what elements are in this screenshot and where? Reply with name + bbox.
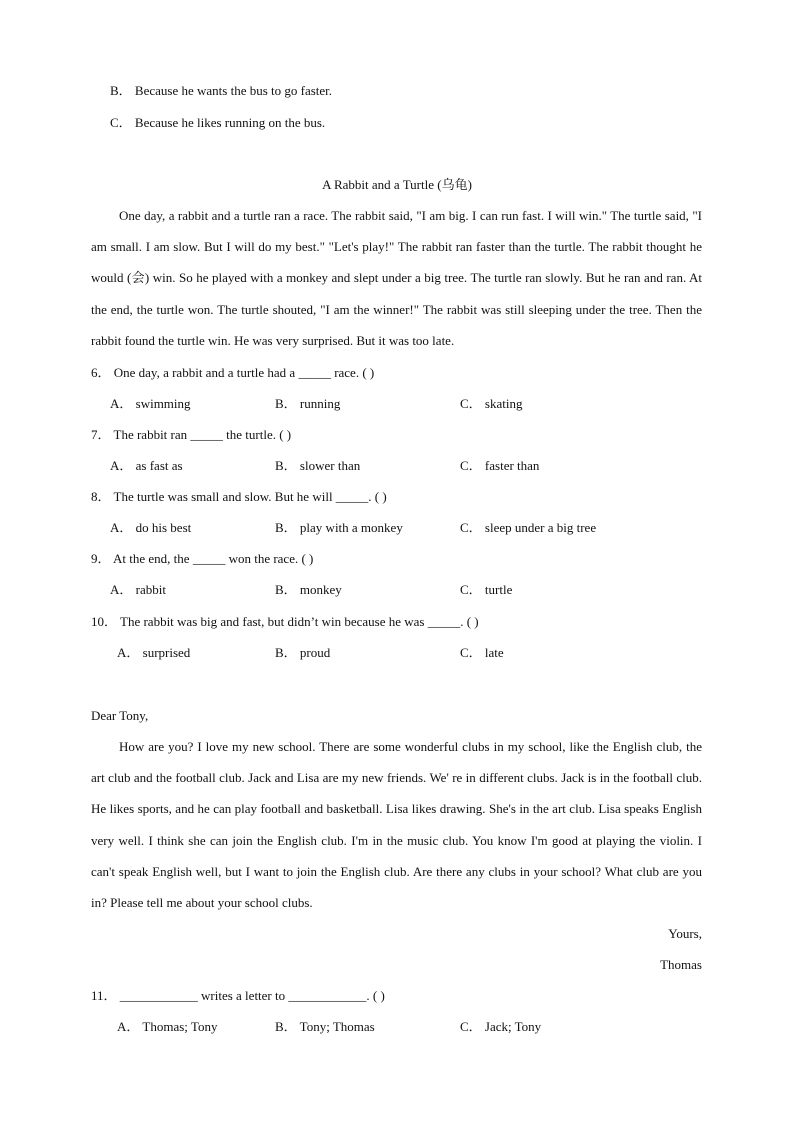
question-9: 9． At the end, the _____ won the race. ( )	[91, 551, 314, 566]
q7-option-b: B． slower than	[275, 458, 361, 473]
q8-option-b: B． play with a monkey	[275, 520, 403, 535]
q10-option-c: C． late	[460, 645, 504, 660]
q6-option-a: A． swimming	[110, 396, 191, 411]
q6-option-c: C． skating	[460, 396, 523, 411]
q6-option-b: B． running	[275, 396, 341, 411]
prev-option-c: C． Because he likes running on the bus.	[110, 115, 326, 130]
q9-option-b: B． monkey	[275, 582, 342, 597]
letter-closing: Yours,	[668, 926, 702, 941]
q11-option-b: B． Tony; Thomas	[275, 1019, 375, 1034]
question-8: 8． The turtle was small and slow. But he will _____. ( )	[91, 489, 387, 504]
story-title: A Rabbit and a Turtle (乌龟)	[322, 177, 472, 192]
q11-option-c: C． Jack; Tony	[460, 1019, 542, 1034]
q8-option-c: C． sleep under a big tree	[460, 520, 597, 535]
q11-option-a: A． Thomas; Tony	[117, 1019, 218, 1034]
q9-option-c: C． turtle	[460, 582, 513, 597]
question-10: 10． The rabbit was big and fast, but didn’t win because he was _____. ( )	[91, 614, 479, 629]
story-body: One day, a rabbit and a turtle ran a race. The rabbit said, "I am big. I can run fast. I will win." The turtle said, "I am small. I am slow. But I will do my best." "Let's play!" The rabbit ran faster than the turtle. The rabbit thought he would (会) win. So he played with a monkey and slept under a big tree. The turtle ran slowly. But he ran and ran. At the end, the turtle won. The turtle shouted, "I am the winner!" The rabbit was still sleeping under the tree. Then the rabbit found the turtle win. He was very surprised. But it was too late.	[91, 208, 702, 348]
question-7: 7． The rabbit ran _____ the turtle. ( )	[91, 427, 292, 442]
q10-option-a: A． surprised	[117, 645, 191, 660]
q7-option-c: C． faster than	[460, 458, 540, 473]
letter-greeting: Dear Tony,	[91, 708, 149, 723]
question-6: 6． One day, a rabbit and a turtle had a _____ race. ( )	[91, 365, 375, 380]
letter-body: How are you? I love my new school. There are some wonderful clubs in my school, like the English club, the art club and the football club. Jack and Lisa are my new friends. We' re in different clubs. Jack is in the football club. He likes sports, and he can play football and basketball. Lisa likes drawing. She's in the art club. Lisa speaks English very well. I think she can join the English club. I'm in the music club. You know I'm good at playing the violin. I can't speak English well, but I want to join the English club. Are there any clubs in your school? What club are you in? Please tell me about your school clubs.	[91, 739, 702, 911]
letter-signature: Thomas	[660, 957, 702, 972]
q7-option-a: A． as fast as	[110, 458, 183, 473]
prev-option-b: B． Because he wants the bus to go faster.	[110, 83, 333, 98]
question-11: 11． ____________ writes a letter to ____________. ( )	[91, 988, 385, 1003]
q8-option-a: A． do his best	[110, 520, 192, 535]
q9-option-a: A． rabbit	[110, 582, 166, 597]
q10-option-b: B． proud	[275, 645, 331, 660]
